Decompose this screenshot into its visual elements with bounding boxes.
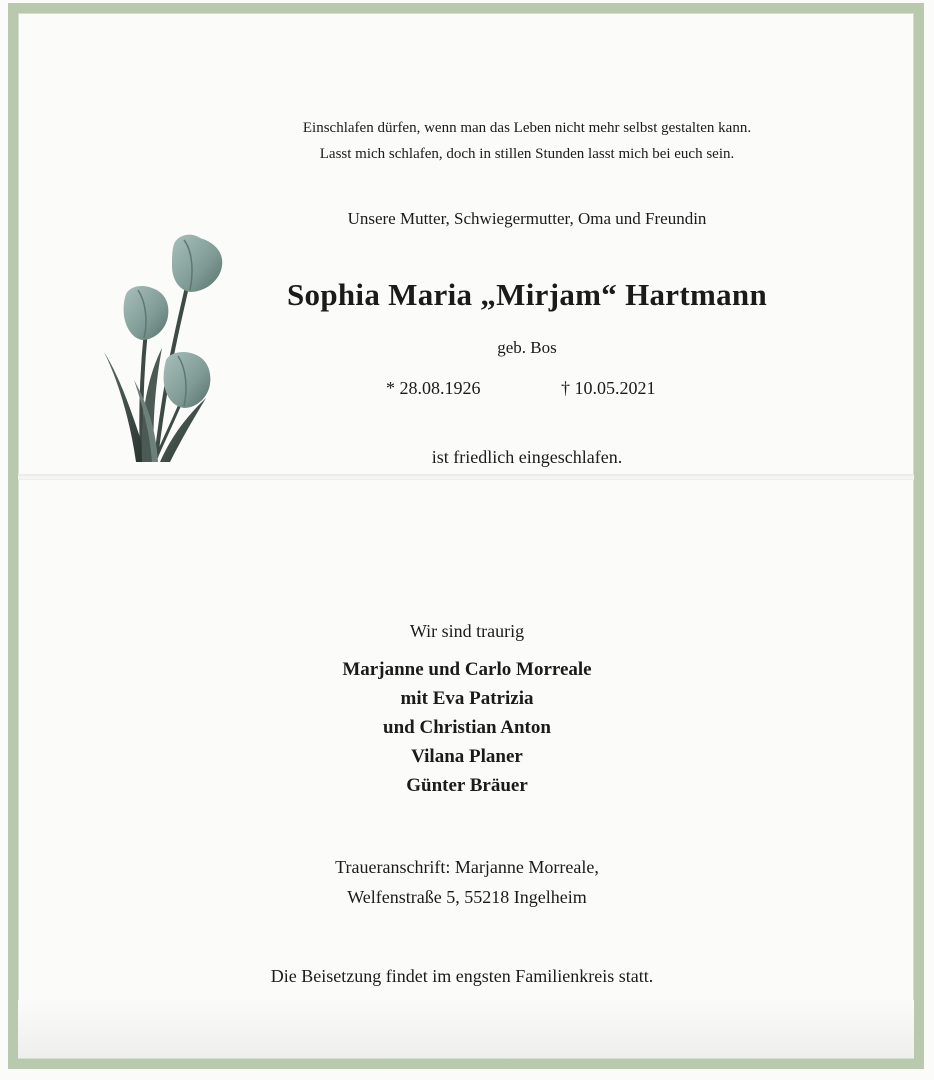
birth-date: * 28.08.1926 xyxy=(386,378,481,398)
mourner-line: mit Eva Patrizia xyxy=(400,688,534,709)
quote-line-2: Lasst mich schlafen, doch in stillen Stunden lasst mich bei euch sein. xyxy=(319,146,735,162)
burial-notice: Die Beisetzung findet im engsten Familienkreis statt. xyxy=(270,966,654,986)
mourning-address-line-2: Welfenstraße 5, 55218 Ingelheim xyxy=(347,887,587,907)
relationship-intro: Unsere Mutter, Schwiegermutter, Oma und Freundin xyxy=(347,209,707,228)
mourners-intro: Wir sind traurig xyxy=(409,621,525,641)
paper-shadow xyxy=(18,1000,914,1058)
passing-text: ist friedlich eingeschlafen. xyxy=(431,447,623,467)
death-date: † 10.05.2021 xyxy=(561,378,656,398)
paper-fold-line xyxy=(18,474,914,480)
deceased-name: Sophia Maria „Mirjam“ Hartmann xyxy=(287,277,767,312)
mourner-line: Vilana Planer xyxy=(411,746,523,767)
mourning-address-line-1: Traueranschrift: Marjanne Morreale, xyxy=(335,857,599,877)
mourner-line: Günter Bräuer xyxy=(406,775,528,796)
birth-name: geb. Bos xyxy=(497,338,557,357)
quote-line-1: Einschlafen dürfen, wenn man das Leben nicht mehr selbst gestalten kann. xyxy=(302,120,752,136)
mourner-line: Marjanne und Carlo Morreale xyxy=(342,659,592,680)
mourner-line: und Christian Anton xyxy=(383,717,551,738)
